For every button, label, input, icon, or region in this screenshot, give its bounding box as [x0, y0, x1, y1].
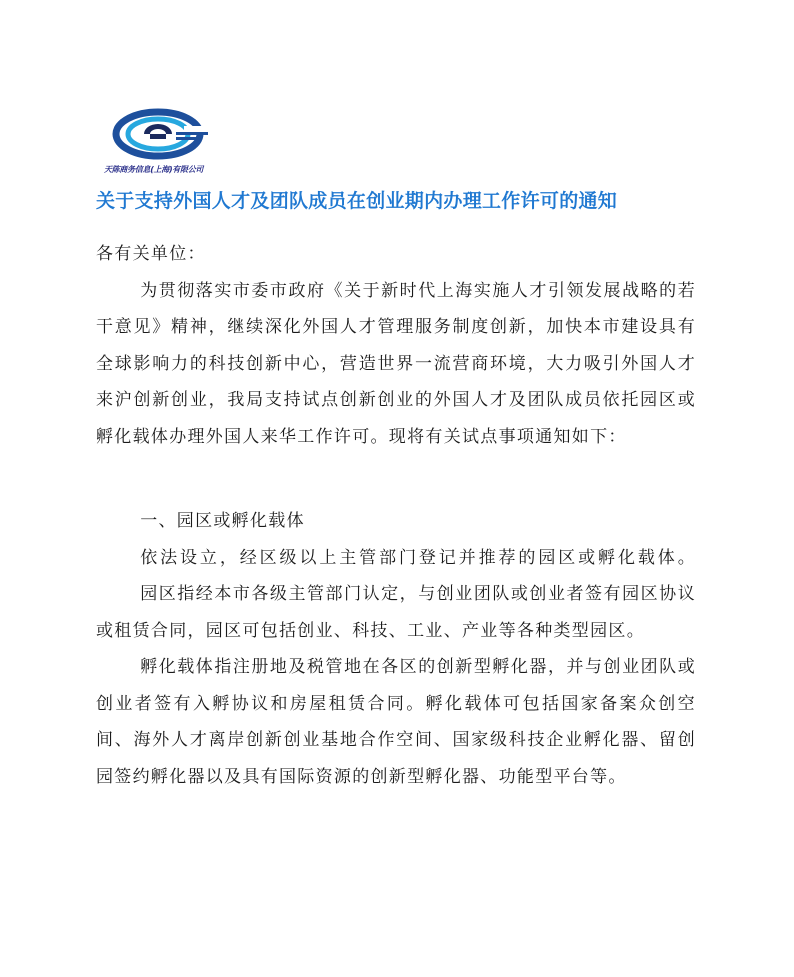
- section-heading: 一、园区或孵化载体: [140, 511, 305, 531]
- section-paragraph: 孵化载体指注册地及税管地在各区的创新型孵化器，并与创业团队或创业者签有入孵协议和房屋租赁合同。孵化载体可包括国家备案众创空间、海外人才离岸创新创业基地合作空间、国家级科技企业孵化器、留创园签约孵化器以及具有国际资源的创新型孵化器、功能型平台等。: [96, 657, 696, 787]
- document-title: 关于支持外国人才及团队成员在创业期内办理工作许可的通知: [96, 190, 618, 212]
- section-paragraph: 依法设立，经区级以上主管部门登记并推荐的园区或孵化载体。: [140, 547, 696, 568]
- section-paragraph: 园区指经本市各级主管部门认定，与创业团队或创业者签有园区协议或租赁合同，园区可包括创业、科技、工业、产业等各种类型园区。: [96, 584, 696, 641]
- paragraph-gap: [96, 455, 696, 503]
- document-body: [96, 236, 696, 795]
- logo-emblem-icon: [104, 104, 224, 166]
- salutation: 各有关单位：: [96, 244, 206, 264]
- intro-paragraph: 为贯彻落实市委市政府《关于新时代上海实施人才引领发展战略的若干意见》精神，继续深化外国人才管理服务制度创新，加快本市建设具有全球影响力的科技创新中心，营造世界一流营商环境，大力吸引外国人才来沪创新创业，我局支持试点创新创业的外国人才及团队成员依托园区或孵化载体办理外国人来华工作许可。现将有关试点事项通知如下：: [96, 280, 696, 447]
- logo-company-name: 天陈商务信息(上海)有限公司: [104, 165, 204, 174]
- company-logo: [104, 104, 224, 180]
